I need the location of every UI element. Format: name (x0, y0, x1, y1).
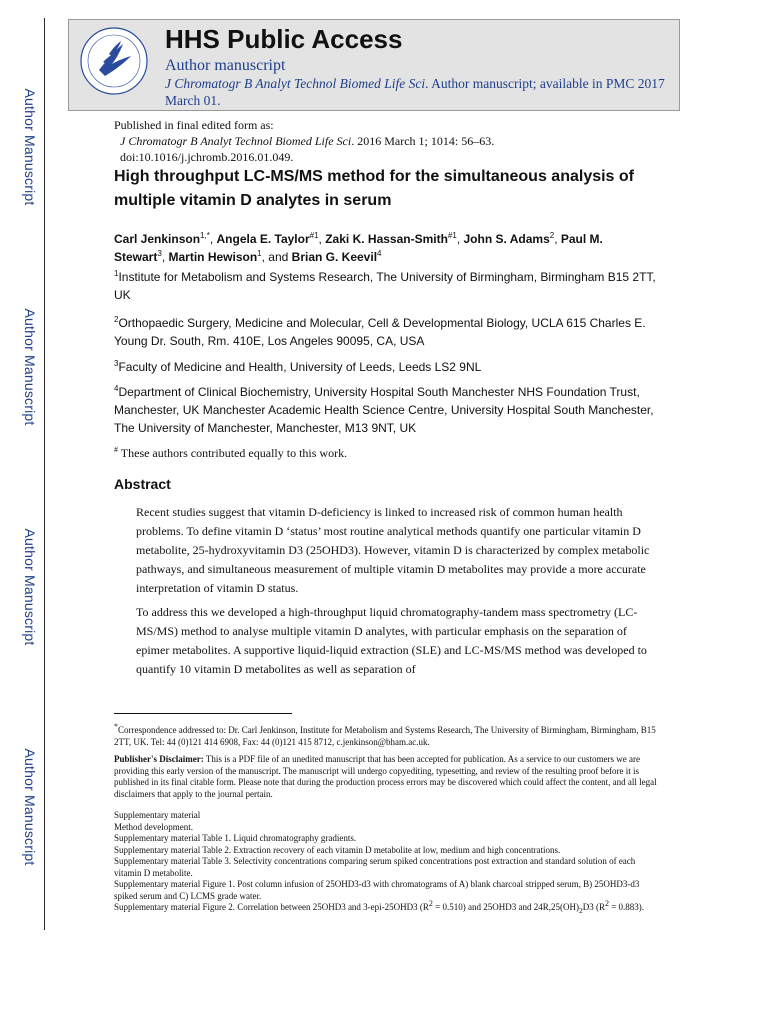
abstract-heading: Abstract (114, 476, 171, 492)
supplementary-item: Supplementary material Table 1. Liquid chromatography gradients. (114, 833, 357, 843)
hhs-eagle-seal-icon (79, 26, 149, 96)
banner-journal-line: J Chromatogr B Analyt Technol Biomed Life Sci. Author manuscript; available in PMC 2017 March 01. (165, 76, 665, 108)
footnote-rule (114, 713, 292, 714)
affiliation-4: $^4$Department of Clinical Biochemistry, University Hospital South Manchester NHS Foundation Trust, Manchester, UK Manchester Academic Health Science Centre, University Hospital South Manchester, The University of Manchester, Manchester, M13 9NT, UK (114, 384, 654, 435)
author-name: Angela E. Taylor (216, 232, 310, 246)
publisher-disclaimer: Publisher's Disclaimer: This is a PDF file of an unedited manuscript that has been accepted for publication. As a service to our customers we are providing this early version of the manuscript. The manuscript will undergo copyediting, typesetting, and review of the resulting proof before it is published in its final citable form. Please note that during the production process errors may be discovered which could affect the content, and all legal disclaimers that apply to the journal pertain. (114, 754, 657, 799)
author-name: Martin Hewison (168, 250, 258, 264)
correspondence-footnote: *Correspondence addressed to: Dr. Carl Jenkinson, Institute for Metabolism and Systems Research, The University of Birmingham, Birmingham, B15 2TT, UK. Tel: 44 (0)121 414 6908, Fax: 44 (0)121 415 8712, c.jenkinson@bham.ac.uk. (114, 722, 656, 747)
affiliation-2: $^2$Orthopaedic Surgery, Medicine and Molecular, Cell & Developmental Biology, UCLA 615 Charles E. Young Dr. South, Rm. 410E, Los Angeles 90095, CA, USA (114, 315, 646, 348)
author-list: Carl Jenkinson$^{1,*}$, Angela E. Taylor$^{\#1}$, Zaki K. Hassan-Smith$^{\#1}$, John S. Adams$^2$, Paul M. Stewart$^3$, Martin Hewison$^1$, and Brian G. Keevil$^4$ (114, 231, 603, 264)
published-citation: J Chromatogr B Analyt Technol Biomed Life Sci. 2016 March 1; 1014: 56–63. doi:10.1016/j.jchromb.2016.01.049. (120, 134, 495, 164)
supplementary-item: Supplementary material Figure 2. Correlation between 25OHD3 and 3-epi-25OHD3 $(R^2 = 0.510)$ and 25OHD3 and $24R,25(OH)_2D3$ $(R^2 = 0.883)$. (114, 899, 645, 915)
side-label-author-manuscript: Author Manuscript (22, 308, 38, 426)
side-label-author-manuscript: Author Manuscript (22, 88, 38, 206)
supplementary-item: Method development. (114, 821, 193, 832)
hhs-banner (68, 19, 680, 111)
published-label: Published in final edited form as: (114, 118, 274, 132)
supplementary-item: Supplementary material (114, 810, 201, 820)
author-name: John S. Adams (463, 232, 550, 246)
abstract-paragraph-2: To address this we developed a high-throughput liquid chromatography-tandem mass spectrometry (LC-MS/MS) method to analyse multiple vitamin D analytes, with particular emphasis on the separation of epimer metabolites. A supportive liquid-liquid extraction (SLE) and LC-MS/MS method was developed to quantify 10 vitamin D metabolites as well as separation of (136, 605, 647, 676)
supplementary-item: Supplementary material Table 3. Selectivity concentrations comparing serum spiked concentrations post extraction and standard solution of each vitamin D metabolite. (114, 856, 636, 878)
author-name: Carl Jenkinson (114, 232, 201, 246)
author-name: Paul M. Stewart (114, 232, 603, 264)
margin-rule (44, 18, 45, 930)
equal-contribution-note: # These authors contributed equally to this work. (114, 445, 348, 460)
supplementary-item: Supplementary material Table 2. Extraction recovery of each vitamin D metabolite at low, medium and high concentrations. (114, 844, 561, 855)
side-label-author-manuscript: Author Manuscript (22, 528, 38, 646)
author-name: Zaki K. Hassan-Smith (325, 232, 448, 246)
side-label-author-manuscript: Author Manuscript (22, 748, 38, 866)
abstract-paragraph-1: Recent studies suggest that vitamin D-deficiency is linked to increased risk of common human health problems. To define vitamin D ‘status’ most routine analytical methods quantify one particular vitamin D metabolite, 25-hydroxyvitamin D3 (25OHD3). However, vitamin D is characterized by complex metabolic pathways, and simultaneous measurement of multiple vitamin D metabolites may provide a more accurate interpretation of vitamin D status. (136, 505, 650, 595)
banner-title: HHS Public Access (165, 24, 403, 54)
affiliation-1: $^1$Institute for Metabolism and Systems Research, The University of Birmingham, Birmingham B15 2TT, UK (114, 269, 656, 302)
supplementary-item: Supplementary material Figure 1. Post column infusion of 25OHD3-d3 with chromatograms of A) blank charcoal stripped serum, B) 25OHD3-d3 spiked serum and C) LCMS grade water. (114, 879, 640, 901)
affiliation-3: $^3$Faculty of Medicine and Health, University of Leeds, Leeds LS2 9NL (114, 359, 482, 374)
paper-title: High throughput LC-MS/MS method for the simultaneous analysis of multiple vitamin D analytes in serum (114, 168, 634, 209)
banner-subtitle: Author manuscript (165, 57, 286, 74)
supplementary-list (114, 810, 664, 916)
author-name: Brian G. Keevil (291, 250, 378, 264)
